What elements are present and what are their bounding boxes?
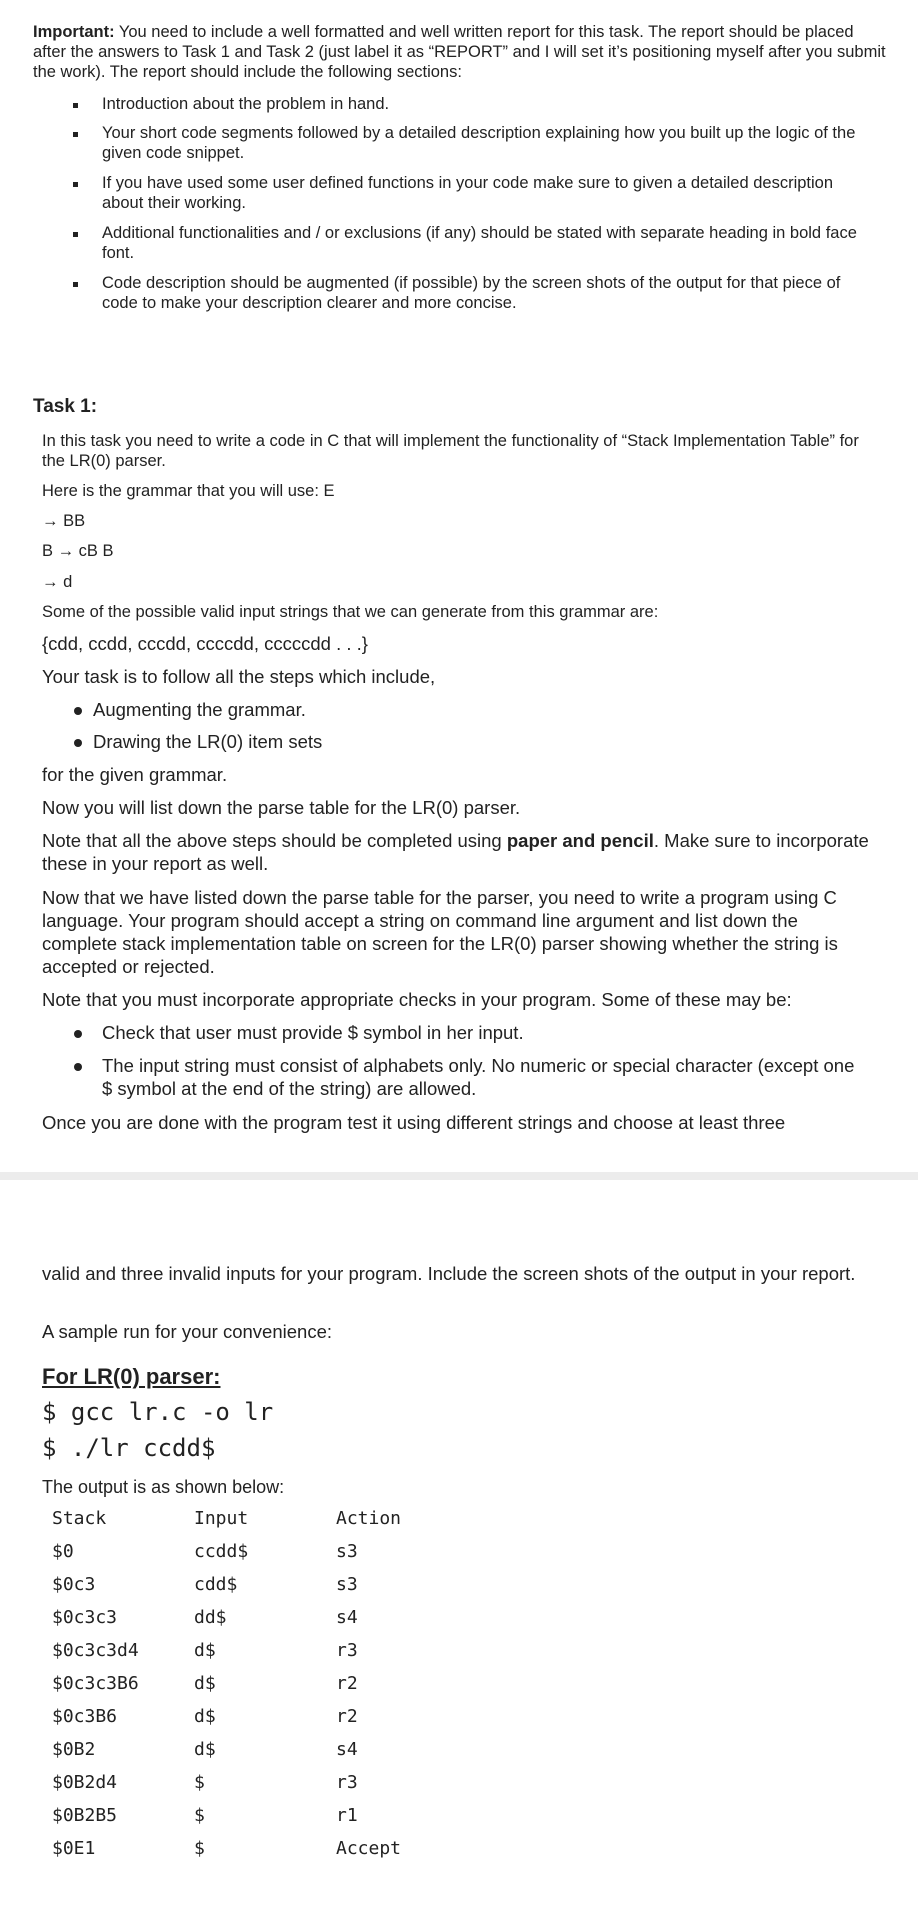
action-cell: s4 <box>336 1739 358 1760</box>
stack-cell: $0c3c3 <box>52 1607 118 1628</box>
sample-intro: A sample run for your convenience: <box>42 1321 332 1342</box>
bullet-icon <box>74 1063 82 1071</box>
stack-cell: $0c3c3B6 <box>52 1673 139 1694</box>
note-bold-text: paper and pencil <box>506 830 654 851</box>
input-cell: $ <box>194 1772 205 1793</box>
stack-cell: $0c3 <box>52 1574 96 1595</box>
stack-cell: $0 <box>52 1541 74 1562</box>
bullet-icon <box>74 707 82 715</box>
input-cell: $ <box>194 1838 205 1859</box>
page-separator <box>0 1172 918 1180</box>
input-cell: d$ <box>194 1706 216 1727</box>
stack-cell: $0c3c3d4 <box>52 1640 139 1661</box>
check-item: The input string must consist of alphabets only. No numeric or special character (except one $ symbol at the end of the string) are allowed. <box>102 1055 855 1099</box>
task-heading: Task 1: <box>33 396 98 417</box>
input-cell: dd$ <box>194 1607 227 1628</box>
for-grammar-text: for the given grammar. <box>42 764 228 785</box>
grammar-line: → d <box>42 573 73 591</box>
stack-cell: $0B2 <box>52 1739 96 1760</box>
stack-cell: $0c3B6 <box>52 1706 118 1727</box>
table-header: Input <box>194 1508 249 1529</box>
report-section-item: Additional functionalities and / or exclusions (if any) should be stated with separate heading in bold face font. <box>102 224 857 262</box>
input-cell: d$ <box>194 1739 216 1760</box>
important-paragraph <box>33 22 888 82</box>
bullet-icon <box>74 1030 82 1038</box>
note-text: Note that all the above steps should be completed using <box>42 830 507 851</box>
report-section-item: Your short code segments followed by a detailed description explaining how you built up the logic of the given code snippet. <box>102 124 856 162</box>
bullet-icon <box>73 132 78 137</box>
task-intro: In this task you need to write a code in C that will implement the functionality of “Stack Implementation Table” for the LR(0) parser. <box>42 432 859 470</box>
step-item: Augmenting the grammar. <box>93 699 306 720</box>
note-text: . Make sure to incorporate these in your report as well. <box>42 830 869 874</box>
action-cell: r3 <box>336 1772 358 1793</box>
action-cell: s3 <box>336 1541 358 1562</box>
bullet-icon <box>73 103 78 108</box>
command-line: $ gcc lr.c -o lr <box>42 1398 274 1426</box>
stack-cell: $0E1 <box>52 1838 96 1859</box>
bullet-icon <box>74 739 82 747</box>
lr-parser-heading: For LR(0) parser: <box>42 1364 221 1389</box>
table-header: Stack <box>52 1508 107 1529</box>
command-line: $ ./lr ccdd$ <box>42 1434 216 1462</box>
grammar-intro: Here is the grammar that you will use: E <box>42 482 335 500</box>
page-2 <box>0 1180 918 1920</box>
grammar-line: B → cB B <box>42 542 114 560</box>
action-cell: r3 <box>336 1640 358 1661</box>
step-item: Drawing the LR(0) item sets <box>93 731 323 752</box>
input-cell: d$ <box>194 1640 216 1661</box>
table-header: Action <box>336 1508 402 1529</box>
valid-strings: {cdd, ccdd, cccdd, ccccdd, cccccdd . . .} <box>42 633 368 654</box>
important-text: You need to include a well formatted and well written report for this task. The report should be placed after the answers to Task 1 and Task 2 (just label it as “REPORT” and I will set it’s positioning myself after you submit the work). The report should include the following sections: <box>33 23 886 81</box>
grammar-line: → BB <box>42 512 86 530</box>
action-cell: s4 <box>336 1607 358 1628</box>
action-cell: Accept <box>336 1838 402 1859</box>
stack-cell: $0B2d4 <box>52 1772 118 1793</box>
program-description: Now that we have listed down the parse table for the parser, you need to write a program using C language. Your program should accept a string on command line argument and list down the complete stack implementation table on screen for the LR(0) parser showing whether the string is accepted or rejected. <box>42 887 838 977</box>
test-instruction-continued: valid and three invalid inputs for your program. Include the screen shots of the output in your report. <box>42 1263 856 1284</box>
input-cell: cdd$ <box>194 1574 238 1595</box>
valid-strings-intro: Some of the possible valid input strings that we can generate from this grammar are: <box>42 603 659 621</box>
check-item: Check that user must provide $ symbol in her input. <box>102 1022 524 1043</box>
steps-intro: Your task is to follow all the steps which include, <box>42 666 436 687</box>
bullet-icon <box>73 232 78 237</box>
report-section-item: Introduction about the problem in hand. <box>102 95 390 113</box>
action-cell: r1 <box>336 1805 358 1826</box>
report-section-item: Code description should be augmented (if possible) by the screen shots of the output for that piece of code to make your description clearer and more concise. <box>102 274 841 312</box>
input-cell: $ <box>194 1805 205 1826</box>
action-cell: r2 <box>336 1706 358 1727</box>
test-instruction: Once you are done with the program test it using different strings and choose at least three <box>42 1112 786 1133</box>
checks-intro: Note that you must incorporate appropriate checks in your program. Some of these may be: <box>42 989 792 1010</box>
bullet-icon <box>73 282 78 287</box>
bullet-icon <box>73 182 78 187</box>
input-cell: ccdd$ <box>194 1541 249 1562</box>
action-cell: s3 <box>336 1574 358 1595</box>
report-section-item: If you have used some user defined functions in your code make sure to given a detailed description about their working. <box>102 174 834 212</box>
output-intro: The output is as shown below: <box>42 1477 285 1497</box>
paper-pencil-note <box>42 829 872 875</box>
parse-table-text: Now you will list down the parse table for the LR(0) parser. <box>42 797 521 818</box>
important-label: Important: <box>33 23 115 41</box>
action-cell: r2 <box>336 1673 358 1694</box>
input-cell: d$ <box>194 1673 216 1694</box>
stack-cell: $0B2B5 <box>52 1805 118 1826</box>
